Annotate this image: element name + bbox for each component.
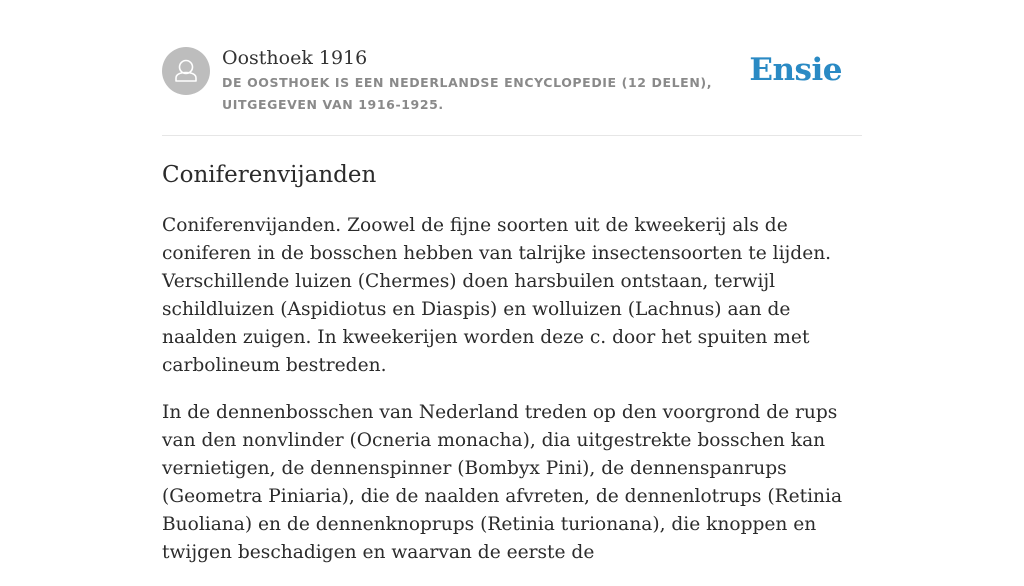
article-paragraph: In de dennenbosschen van Nederland treden op den voorgrond de rups van den nonvlinder (Ocneria monacha), dia uitgestrekte bosschen kan vernietigen, de dennenspinner (Bombyx Pini), de dennenspanrups (Geometra Piniaria), die de naalden afvreten, de dennenlotrups (Retinia Buoliana) en de dennenknoprups (Retinia turionana), die knoppen en twijgen beschadigen en waarvan de eerste de xyxy=(162,402,843,563)
article-body xyxy=(162,212,867,586)
article-paragraph: Coniferenvijanden. Zoowel de fijne soorten uit de kweekerij als de coniferen in de bosschen hebben van talrijke insectensoorten te lijden. Verschillende luizen (Chermes) doen harsbuilen ontstaan, terwijl schildluizen (Aspidiotus en Diaspis) en wolluizen (Lachnus) aan de naalden zuigen. In kweekerijen worden deze c. door het spuiten met carbolineum bestreden. xyxy=(162,215,832,376)
source-name[interactable]: Oosthoek 1916 xyxy=(222,47,368,69)
brand-logo[interactable]: Ensie xyxy=(749,52,842,88)
avatar[interactable] xyxy=(162,47,210,95)
article-title: Coniferenvijanden xyxy=(162,162,377,188)
source-header xyxy=(162,46,862,118)
header-divider xyxy=(162,135,862,136)
source-description: DE OOSTHOEK IS EEN NEDERLANDSE ENCYCLOPEDIE (12 DELEN), UITGEGEVEN VAN 1916-1925. xyxy=(222,75,713,112)
user-icon xyxy=(162,47,210,95)
